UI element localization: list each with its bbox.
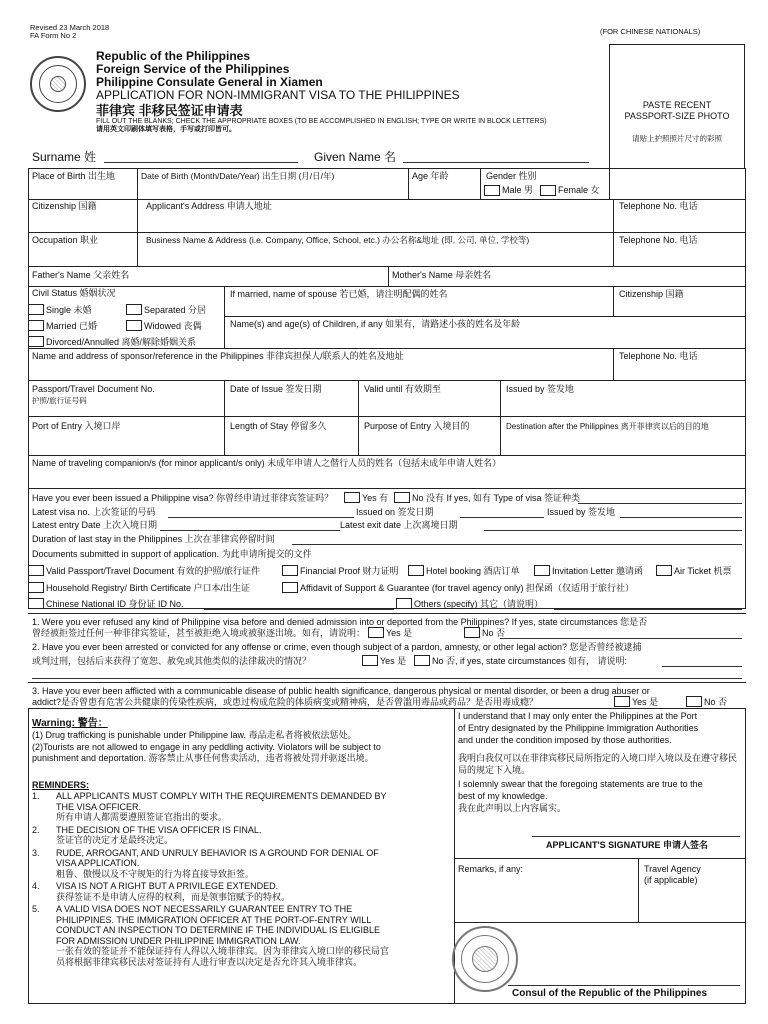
- reminder-text: A VALID VISA DOES NOT NECESSARILY GUARANTEE ENTRY TO THE: [56, 904, 353, 914]
- doc-household-checkbox[interactable]: [28, 582, 44, 593]
- instructions-chinese: 请用英文印刷体填写表格，手写或打印皆可。: [96, 126, 236, 133]
- passport-label: Passport/Travel Document No.: [32, 384, 155, 394]
- duration-field[interactable]: [292, 544, 742, 545]
- married-checkbox[interactable]: [28, 320, 44, 331]
- q3-yes-label: Yes 是: [632, 697, 659, 707]
- doc-others-label: Others (specify) 其它（请说明）: [414, 599, 544, 609]
- declaration-cn-3: 我在此声明以上内容属实。: [458, 803, 567, 813]
- question-3-cn: addict?是否曾患有危害公共健康的传染性疾病，或患过构成危险的体质病变或精神病，是否曾滥用毒品或药品？是否用毒成瘾？: [32, 697, 539, 707]
- doc-affidavit-label: Affidavit of Support & Guarantee (for travel agency only) 担保函（仅适用于旅行社）: [300, 583, 634, 593]
- spouse-label: If married, name of spouse 若已婚，请注明配偶的姓名: [230, 289, 448, 299]
- q3-no-checkbox[interactable]: [686, 696, 702, 707]
- remarks-label: Remarks, if any:: [458, 864, 524, 874]
- married-label: Married 已婚: [46, 321, 98, 331]
- age-label: Age 年龄: [412, 171, 449, 181]
- chinese-id-field[interactable]: [204, 609, 394, 610]
- female-checkbox[interactable]: [540, 185, 556, 196]
- passport-label-cn: 护照/旅行证号码: [32, 396, 87, 405]
- doc-hotel-checkbox[interactable]: [408, 565, 424, 576]
- title-republic: Republic of the Philippines: [96, 49, 251, 63]
- male-checkbox[interactable]: [484, 185, 500, 196]
- reminder-text-cn: 签证官的决定才是最终决定。: [56, 835, 174, 845]
- female-label: Female 女: [558, 185, 600, 195]
- travel-agency-label-2: (if applicable): [644, 875, 698, 885]
- reminder-text-cn: 一张有效的签证并不能保证持有人得以入境菲律宾。因为菲律宾入境口岸的移民局官: [56, 946, 390, 956]
- reminders-title: REMINDERS:: [32, 780, 90, 790]
- doc-financial-checkbox[interactable]: [282, 565, 298, 576]
- children-label: Name(s) and age(s) of Children, if any 如果有，请路述小孩的姓名及年龄: [230, 319, 521, 329]
- reminder-number: 5.: [32, 904, 40, 914]
- reminder-text-cn: 员将根据菲律宾移民法对签证持有人进行审查以决定是否允许其入境菲律宾。: [56, 956, 363, 967]
- widowed-checkbox[interactable]: [126, 320, 142, 331]
- gender-label: Gender 性别: [486, 171, 537, 181]
- divorced-checkbox[interactable]: [28, 336, 44, 347]
- doc-invitation-label: Invitation Letter 邀请函: [552, 566, 644, 576]
- length-of-stay-label: Length of Stay 停留多久: [230, 421, 327, 431]
- surname-label: Surname 姓: [32, 150, 97, 164]
- visa-no-checkbox[interactable]: [394, 492, 410, 503]
- occupation-label: Occupation 职业: [32, 235, 99, 245]
- title-foreign-service: Foreign Service of the Philippines: [96, 62, 290, 76]
- doc-hotel-label: Hotel booking 酒店订单: [426, 566, 520, 576]
- visa-no-label: No 没有 If yes, 如有 Type of visa 签证种类: [412, 493, 581, 503]
- sponsor-label: Name and address of sponsor/reference in the Philippines 菲律宾担保人/联系人的姓名及地址: [32, 351, 404, 361]
- declaration-5: best of my knowledge.: [458, 791, 548, 801]
- male-label: Male 男: [502, 185, 534, 195]
- reminder-text: VISA IS NOT A RIGHT BUT A PRIVILEGE EXTENDED.: [56, 881, 279, 891]
- visa-question: Have you ever been issued a Philippine visa? 你曾经申请过菲律宾签证吗？: [32, 493, 334, 503]
- reminder-text: PHILIPPINES. THE IMMIGRATION OFFICER AT THE PORT-OF-ENTRY WILL: [56, 914, 372, 925]
- title-chinese: 菲律宾 非移民签证申请表: [96, 103, 243, 118]
- dob-label: Date of Birth (Month/Date/Year) 出生日期 (月/日/年): [141, 171, 335, 181]
- reminder-text: FOR ADMISSION UNDER PHILIPPINE IMMIGRATION LAW.: [56, 935, 301, 946]
- doc-ticket-label: Air Ticket 机票: [674, 566, 732, 576]
- others-field[interactable]: [554, 609, 742, 610]
- title-application: APPLICATION FOR NON-IMMIGRANT VISA TO THE PHILIPPINES: [96, 88, 460, 102]
- consul-signature-line[interactable]: [508, 985, 740, 986]
- given-name-field[interactable]: [403, 162, 589, 163]
- doc-invitation-checkbox[interactable]: [534, 565, 550, 576]
- issued-on-label: Issued on 签发日期: [356, 507, 434, 517]
- widowed-label: Widowed 丧偶: [144, 321, 202, 331]
- date-of-issue-label: Date of Issue 签发日期: [230, 384, 322, 394]
- doc-chinese-id-label: Chinese National ID 身份证 ID No.: [46, 599, 184, 609]
- revised-date: Revised 23 March 2018: [30, 23, 110, 32]
- declaration-2: of Entry designated by the Philippine Immigration Authorities: [458, 723, 699, 733]
- declaration-cn-2: 局的规定下入境。: [458, 765, 531, 775]
- telephone-label-1: Telephone No. 电话: [619, 201, 698, 211]
- reminder-text: THE VISA OFFICER.: [56, 801, 142, 812]
- reminder-number: 1.: [32, 791, 40, 801]
- citizenship-label: Citizenship 国籍: [32, 201, 97, 211]
- doc-household-label: Household Registry/ Birth Certificate 户口本/出生证: [46, 583, 251, 593]
- issued-on-field[interactable]: [460, 517, 544, 518]
- travel-agency-label: Travel Agency: [644, 864, 701, 874]
- q2-yes-checkbox[interactable]: [362, 655, 378, 666]
- business-label: Business Name & Address (i.e. Company, Office, School, etc.) 办公名称&地址 (即, 公司, 单位, 学校等): [146, 235, 530, 245]
- visa-type-field[interactable]: [578, 503, 742, 504]
- question-1-cn: 曾经被拒签过任何一种菲律宾签证，甚至被拒绝入境或被驱逐出境。如有，请说明：: [32, 628, 366, 638]
- given-name-label: Given Name 名: [314, 150, 397, 164]
- latest-entry-label: Latest entry Date 上次入境日期: [32, 520, 158, 530]
- q2-circumstances-field[interactable]: [662, 666, 742, 667]
- single-checkbox[interactable]: [28, 304, 44, 315]
- documents-title: Documents submitted in support of application. 为此申请所提交的文件: [32, 549, 312, 559]
- signature-line[interactable]: [532, 836, 740, 837]
- latest-exit-label: Latest exit date 上次离境日期: [340, 520, 458, 530]
- latest-visa-label: Latest visa no. 上次签证的号码: [32, 507, 156, 517]
- reminder-number: 2.: [32, 824, 40, 835]
- question-2-cn: 或判过刑，包括后来获得了宽恕、赦免或其他类似的法律裁决的情况？: [32, 656, 312, 666]
- warning-title: Warning: 警告：: [32, 718, 108, 729]
- warning-2: (2)Tourists are not allowed to engage in any peddling activity. Violators will be subject to: [32, 742, 381, 752]
- declaration-4: I solemnly swear that the foregoing statements are true to the: [458, 779, 703, 789]
- q1-no-label: No 否: [482, 628, 506, 638]
- reminder-text: THE DECISION OF THE VISA OFFICER IS FINAL.: [56, 824, 262, 835]
- doc-chinese-id-checkbox[interactable]: [28, 598, 44, 609]
- q2-no-checkbox[interactable]: [414, 655, 430, 666]
- surname-field[interactable]: [104, 162, 298, 163]
- reminder-text: VISA APPLICATION.: [56, 858, 140, 868]
- q2-circumstances-line[interactable]: [32, 678, 742, 679]
- consulate-seal-icon: [30, 56, 86, 112]
- reminder-text-cn: 获得签证不是申请人应得的权利，而是领事馆赋予的特权。: [56, 891, 291, 902]
- visa-yes-label: Yes 有: [362, 493, 389, 503]
- photo-label-cn: 请贴上护照照片尺寸的彩照: [632, 134, 722, 143]
- latest-visa-field[interactable]: [168, 517, 354, 518]
- latest-exit-field[interactable]: [484, 530, 742, 531]
- q1-no-checkbox[interactable]: [464, 627, 480, 638]
- reminder-text-cn: 所有申请人都需要遵照签证官指出的要求。: [56, 812, 228, 822]
- question-2: 2. Have you ever been arrested or convicted for any offense or crime, even though subject of a pardon, amnesty, or other legal action? 您是否曾经被逮捕: [32, 642, 642, 652]
- instructions: FILL OUT THE BLANKS; CHECK THE APPROPRIATE BOXES (TO BE ACCOMPLISHED IN ENGLISH; TYPE OR WRITE IN BLOCK LETTERS): [96, 118, 547, 125]
- issued-by-label: Issued by 签发地: [506, 384, 575, 394]
- q2-yes-label: Yes 是: [380, 656, 407, 666]
- reminder-text: ALL APPLICANTS MUST COMPLY WITH THE REQUIREMENTS DEMANDED BY: [56, 791, 387, 801]
- mother-name-label: Mother's Name 母亲姓名: [392, 270, 492, 280]
- telephone-label-2: Telephone No. 电话: [619, 235, 698, 245]
- declaration-cn-1: 我明白我仅可以在菲律宾移民局所指定的入境口岸入境以及在遵守移民: [458, 753, 738, 763]
- doc-financial-label: Financial Proof 财力证明: [300, 566, 399, 576]
- port-of-entry-label: Port of Entry 入境口岸: [32, 421, 121, 431]
- warning-1: (1) Drug trafficking is punishable under Philippine law. 毒品走私者将被依法惩处。: [32, 730, 357, 740]
- q1-yes-label: Yes 是: [386, 628, 413, 638]
- destination-label: Destination after the Philippines 离开菲律宾以后的目的地: [506, 422, 709, 431]
- question-3: 3. Have you ever been afflicted with a communicable disease of public health significance, dangerous physical or mental disorder, or been a drug abuser or: [32, 686, 650, 696]
- separated-label: Separated 分居: [144, 305, 207, 315]
- declaration-1: I understand that I may only enter the Philippines at the Port: [458, 711, 698, 721]
- signature-label: APPLICANT'S SIGNATURE 申请人签名: [546, 840, 708, 850]
- address-label: Applicant's Address 申请人地址: [146, 201, 272, 211]
- separated-checkbox[interactable]: [126, 304, 142, 315]
- form-number: FA Form No 2: [30, 31, 77, 40]
- reminder-number: 3.: [32, 847, 40, 858]
- photo-label-2: PASSPORT-SIZE PHOTO: [624, 111, 730, 121]
- civil-status-label: Civil Status 婚姻状况: [32, 288, 116, 298]
- reminder-text: CONDUCT AN INSPECTION TO DETERMINE IF THE INDIVIDUAL IS ELIGIBLE: [56, 925, 381, 935]
- doc-affidavit-checkbox[interactable]: [282, 582, 298, 593]
- latest-entry-field[interactable]: [160, 530, 340, 531]
- reminder-text-cn: 粗鲁、傲慢以及不守规矩的行为将直接导致拒签。: [56, 868, 255, 879]
- q1-yes-checkbox[interactable]: [368, 627, 384, 638]
- telephone-label-3: Telephone No. 电话: [619, 351, 698, 361]
- declaration-3: and under the condition imposed by those authorities.: [458, 735, 672, 745]
- doc-passport-checkbox[interactable]: [28, 565, 44, 576]
- doc-others-checkbox[interactable]: [396, 598, 412, 609]
- spouse-citizenship-label: Citizenship 国籍: [619, 289, 684, 299]
- purpose-label: Purpose of Entry 入境目的: [364, 421, 470, 431]
- reminder-number: 4.: [32, 881, 40, 891]
- companions-label: Name of traveling companion/s (for minor applicant/s only) 未成年申请人之偕行人员的姓名（包括未成年申请人姓名）: [32, 458, 502, 468]
- single-label: Single 未婚: [46, 305, 92, 315]
- place-of-birth-label: Place of Birth 出生地: [32, 171, 116, 181]
- reminder-text: RUDE, ARROGANT, AND UNRULY BEHAVIOR IS A GROUND FOR DENIAL OF: [56, 847, 379, 858]
- for-chinese-label: (FOR CHINESE NATIONALS): [600, 27, 701, 36]
- doc-ticket-checkbox[interactable]: [656, 565, 672, 576]
- divorced-label: Divorced/Annulled 离婚/解除婚姻关系: [46, 337, 197, 347]
- question-1: 1. Were you ever refused any kind of Philippine visa before and denied admission into or deported from the Philippines? If yes, state circumstances 您是否: [32, 617, 648, 627]
- q3-no-label: No 否: [704, 697, 728, 707]
- doc-passport-label: Valid Passport/Travel Document 有效的护照/旅行证件: [46, 566, 261, 576]
- consulate-stamp-icon: [452, 926, 518, 992]
- consul-label: Consul of the Republic of the Philippines: [512, 988, 707, 999]
- q1-circumstances-field[interactable]: [500, 638, 742, 639]
- duration-label: Duration of last stay in the Philippines 上次在菲律宾停留时间: [32, 534, 275, 544]
- warning-3: punishment and deportation. 游客禁止从事任何售卖活动，违者将被处罚并驱逐出境。: [32, 753, 374, 763]
- valid-until-label: Valid until 有效期至: [364, 384, 441, 394]
- photo-label-1: PASTE RECENT: [642, 100, 712, 110]
- visa-issued-by-field[interactable]: [620, 517, 742, 518]
- q3-yes-checkbox[interactable]: [614, 696, 630, 707]
- q2-no-label: No 否, if yes, state circumstances 如有， 请说明:: [432, 656, 628, 666]
- title-consulate: Philippine Consulate General in Xiamen: [96, 75, 323, 89]
- father-name-label: Father's Name 父亲姓名: [32, 270, 130, 280]
- visa-yes-checkbox[interactable]: [344, 492, 360, 503]
- visa-issued-by-label: Issued by 签发地: [547, 507, 616, 517]
